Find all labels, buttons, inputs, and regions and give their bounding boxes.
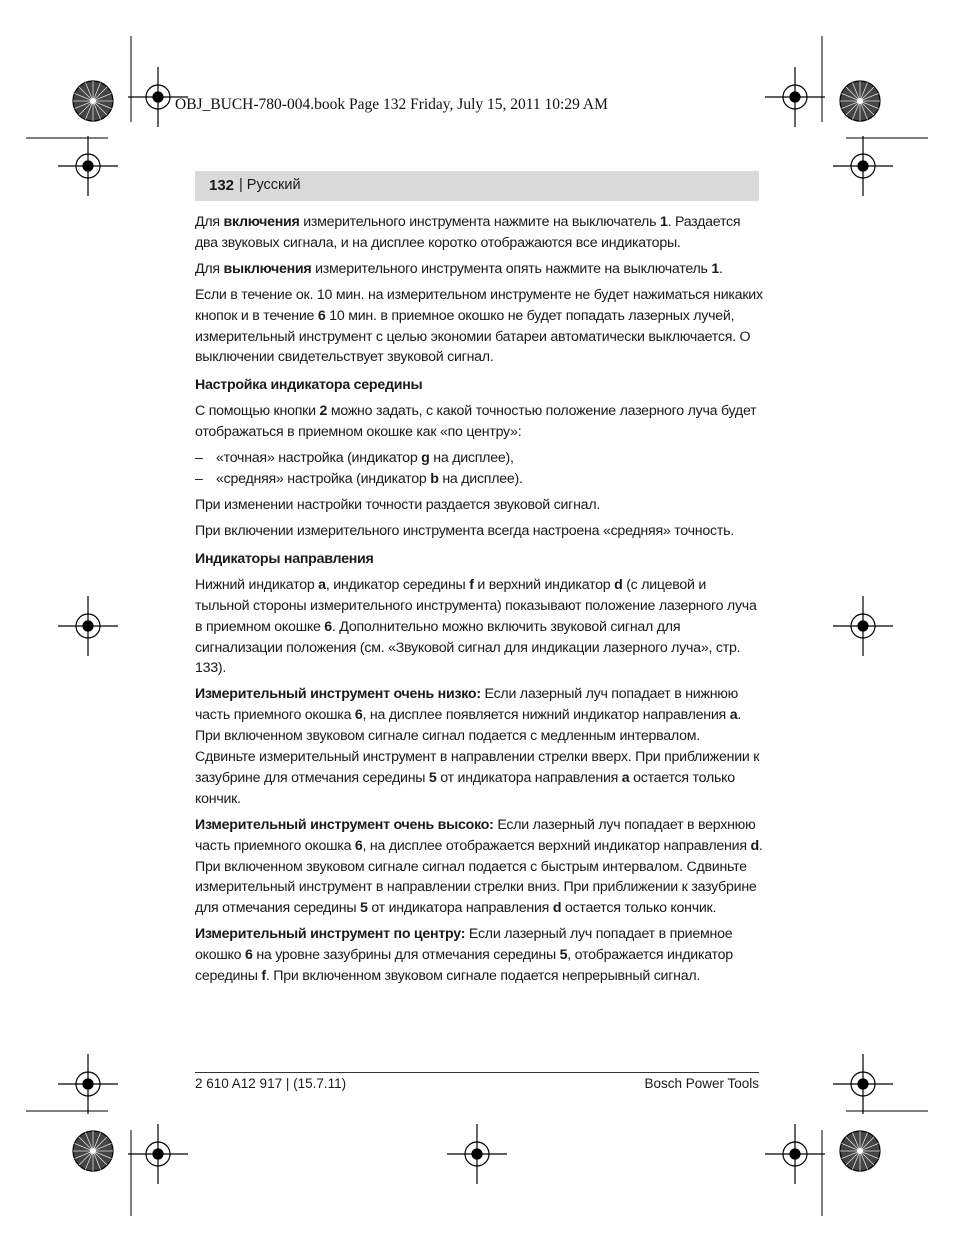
- paragraph-centered: Измерительный инструмент по центру: Если лазерный луч попадает в приемное окошко 6 на уровне зазубрины для отмечания середины 5, отображается индикатор середины f. При включенном звуковом сигнале подается непрерывный сигнал.: [195, 926, 733, 985]
- heading-center-indicator: Настройка индикатора середины: [195, 377, 423, 394]
- paragraph-too-low: Измерительный инструмент очень низко: Если лазерный луч попадает в нижнюю часть приемного окошка 6, на дисплее появляется нижний индикатор направления a. При включенном звуковом сигнале сигнал подается с медленным интервалом. Сдвиньте измерительный инструмент в направлении стрелки вверх. При приближении к зазубрине для отмечания середины 5 от индикатора направления a остается только кончик.: [195, 686, 760, 807]
- list-item: – «средняя» настройка (индикатор b на дисплее).: [195, 469, 763, 490]
- paragraph-power-on: Для включения измерительного инструмента нажмите на выключатель 1. Раздается два звуковых сигнала, и на дисплее коротко отображаются все индикаторы.: [195, 214, 741, 251]
- list-item: – «точная» настройка (индикатор g на дисплее),: [195, 448, 763, 469]
- footer-brand: Bosch Power Tools: [644, 1076, 759, 1091]
- paragraph-too-high: Измерительный инструмент очень высоко: Если лазерный луч попадает в верхнюю часть приемного окошка 6, на дисплее отображается верхний индикатор направления d. При включенном звуковом сигнале сигнал подается с быстрым интервалом. Сдвиньте измерительный инструмент в направлении стрелки вниз. При приближении к зазубрине для отмечания середины 5 от индикатора направления d остается только кончик.: [195, 816, 763, 917]
- page-number: 132: [209, 177, 235, 194]
- footer-document-id: 2 610 A12 917 | (15.7.11): [195, 1076, 347, 1091]
- paragraph-default-accuracy: При включении измерительного инструмента всегда настроена «средняя» точность.: [195, 522, 734, 539]
- heading-direction-indicators: Индикаторы направления: [195, 550, 374, 567]
- paragraph-direction-indicators: Нижний индикатор a, индикатор середины f и верхний индикатор d (с лицевой и тыльной стороны измерительного инструмента) показывают положение лазерного луча в приемном окошке 6. Дополнительно можно включить звуковой сигнал для сигнализации положения (см. «Звуковой сигнал для индикации лазерного луча», стр. 133).: [195, 576, 757, 677]
- paragraph-accuracy-signal: При изменении настройки точности раздается звуковой сигнал.: [195, 496, 601, 513]
- footer-divider: [195, 1072, 759, 1073]
- print-slug: OBJ_BUCH-780-004.book Page 132 Friday, July 15, 2011 10:29 AM: [175, 96, 608, 113]
- page-header-bar: [195, 171, 759, 201]
- page-body: [195, 212, 763, 992]
- paragraph-accuracy: С помощью кнопки 2 можно задать, с какой точностью положение лазерного луча будет отображаться в приемном окошке как «по центру»:: [195, 403, 757, 441]
- accuracy-list: [195, 448, 763, 490]
- header-language: | Русский: [239, 177, 301, 193]
- paragraph-power-off: Для выключения измерительного инструмента опять нажмите на выключатель 1.: [195, 260, 723, 277]
- paragraph-auto-off: Если в течение ок. 10 мин. на измерительном инструменте не будет нажиматься никаких кнопок и в течение 6 10 мин. в приемное окошко не будет попадать лазерных лучей, измерительный инструмент с целью экономии батареи автоматически выключается. О выключении свидетельствует звуковой сигнал.: [195, 286, 763, 366]
